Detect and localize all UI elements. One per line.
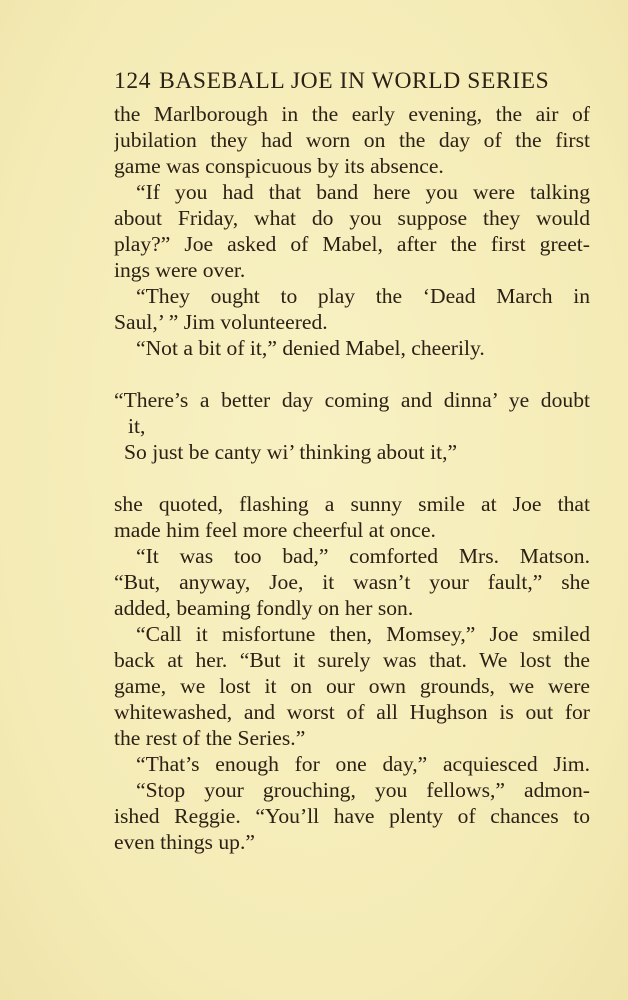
text-line: “That’s enough for one day,” acquiesced Jim. (136, 752, 590, 776)
text-line: play?” Joe asked of Mabel, after the first greet- (114, 232, 590, 256)
text-line: jubilation they had worn on the day of the first (114, 128, 590, 152)
text-line: “Stop your grouching, you fellows,” admon- (136, 778, 590, 802)
body-text (114, 101, 590, 855)
book-title: BASEBALL JOE IN WORLD SERIES (159, 68, 550, 94)
text-line: the rest of the Series.” (114, 726, 306, 750)
text-line: she quoted, flashing a sunny smile at Joe that (114, 492, 590, 516)
text-line: “If you had that band here you were talking (136, 180, 590, 204)
text-line: added, beaming fondly on her son. (114, 596, 414, 620)
text-line: about Friday, what do you suppose they would (114, 206, 590, 230)
text-line: even things up.” (114, 830, 255, 854)
text-line: “It was too bad,” comforted Mrs. Matson. (136, 544, 590, 568)
text-line: the Marlborough in the early evening, the air of (114, 102, 590, 126)
verse-line: “There’s a better day coming and dinna’ ye doubt (114, 388, 590, 412)
page-number: 124 (114, 68, 152, 94)
text-line: ished Reggie. “You’ll have plenty of chances to (114, 804, 590, 828)
text-line: game, we lost it on our own grounds, we were (114, 674, 590, 698)
text-line: “They ought to play the ‘Dead March in (136, 284, 590, 308)
text-line: made him feel more cheerful at once. (114, 518, 436, 542)
text-line: ings were over. (114, 258, 246, 282)
text-line: whitewashed, and worst of all Hughson is out for (114, 700, 590, 724)
running-head (114, 66, 594, 96)
text-line: “But, anyway, Joe, it wasn’t your fault,” she (114, 570, 590, 594)
text-line: game was conspicuous by its absence. (114, 154, 444, 178)
verse-spacer (114, 361, 590, 387)
text-line: back at her. “But it surely was that. We lost the (114, 648, 590, 672)
text-line: “Call it misfortune then, Momsey,” Joe smiled (136, 622, 590, 646)
verse-line: it, (128, 414, 146, 438)
text-line: Saul,’ ” Jim volunteered. (114, 310, 328, 334)
verse-line: So just be canty wi’ thinking about it,” (124, 440, 458, 464)
verse-spacer (114, 465, 590, 491)
text-line: “Not a bit of it,” denied Mabel, cheerily. (136, 336, 485, 360)
